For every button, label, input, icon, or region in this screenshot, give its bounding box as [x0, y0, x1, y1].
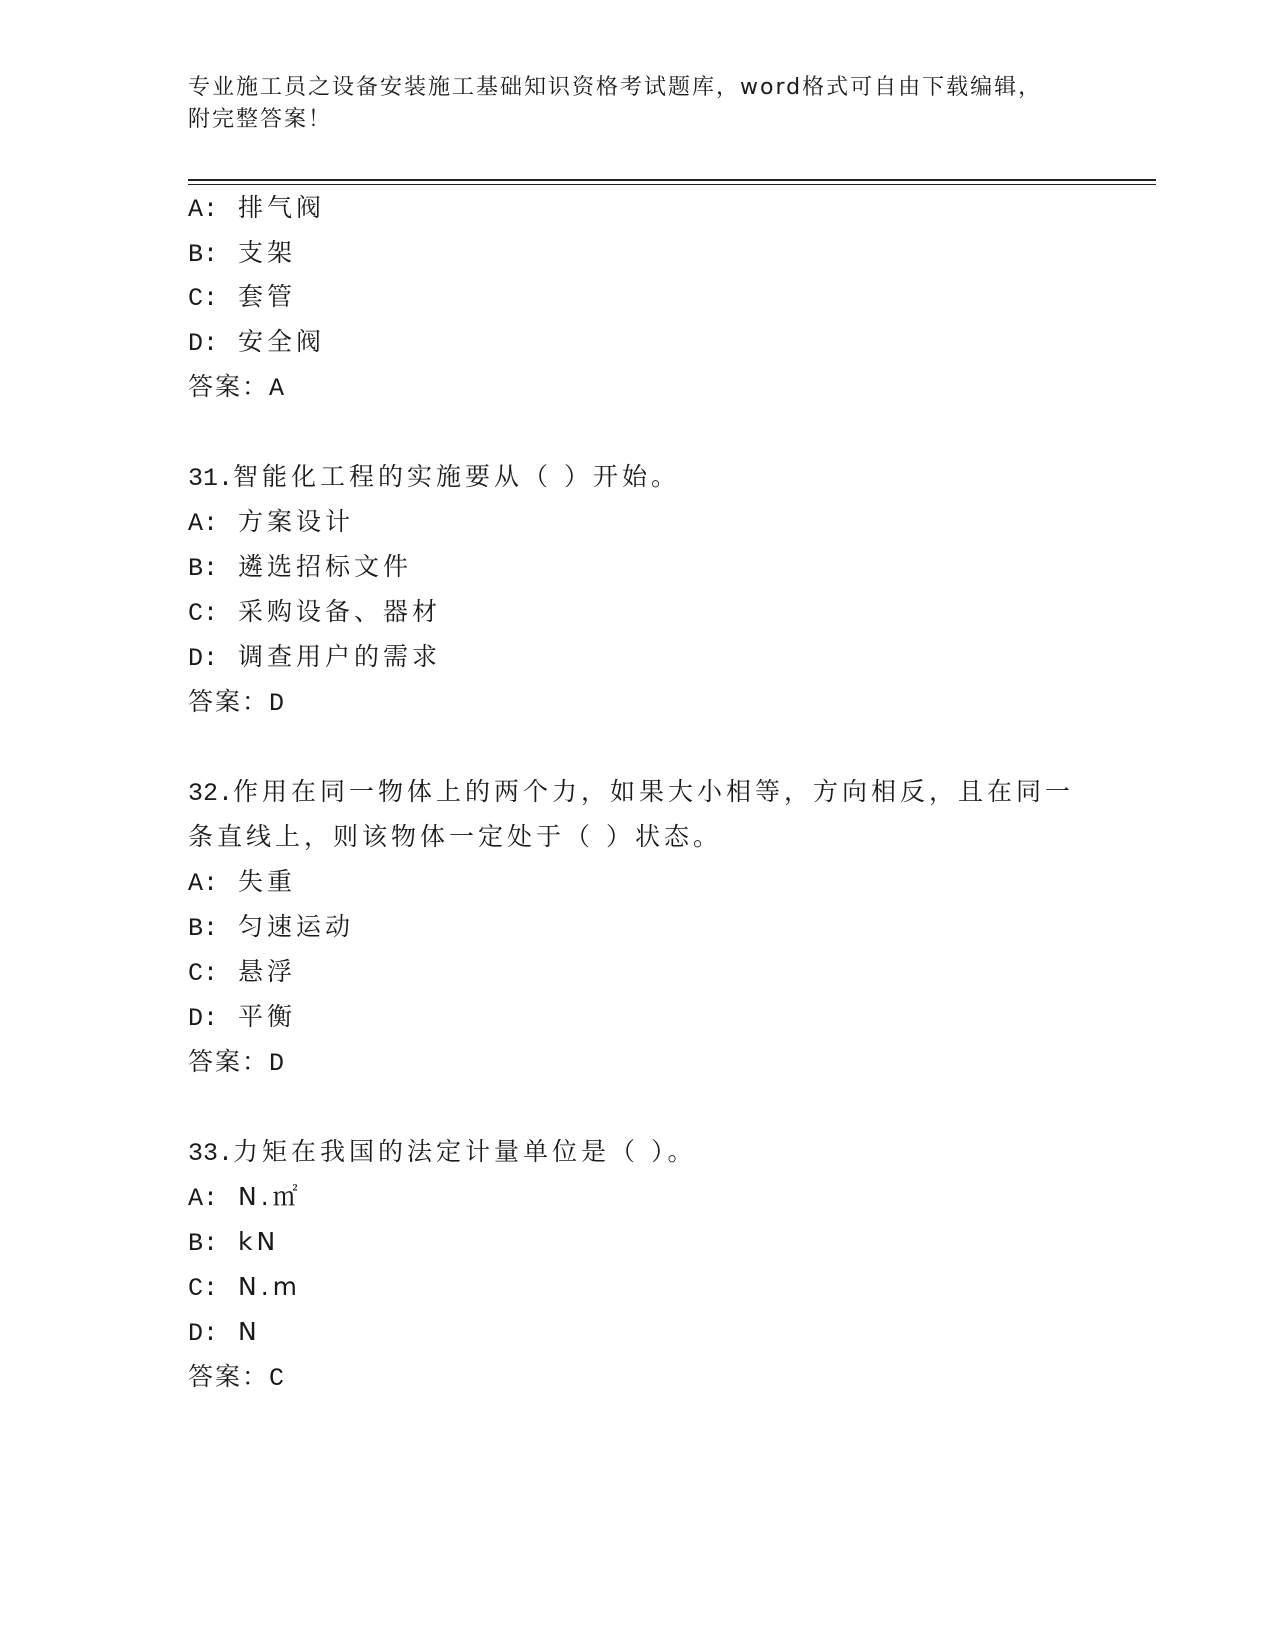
option-letter: C:: [188, 599, 219, 628]
option-letter: A:: [188, 195, 219, 224]
option-text: 平衡: [238, 1002, 297, 1031]
header-line-2: 附完整答案！: [188, 107, 333, 132]
option-text: 悬浮: [238, 957, 297, 986]
option-a: [188, 1180, 302, 1216]
option-d: [188, 640, 441, 676]
option-letter: A:: [188, 869, 219, 898]
option-b: [188, 236, 296, 272]
option-letter: B:: [188, 1229, 219, 1258]
option-text: 套管: [238, 282, 297, 311]
option-text: 采购设备、器材: [238, 597, 442, 626]
question-33: [188, 1135, 696, 1171]
option-text: N: [238, 1317, 261, 1346]
header-rule-thin: [188, 184, 1156, 185]
answer-line: [188, 685, 286, 721]
option-text: 失重: [238, 867, 297, 896]
option-letter: B:: [188, 914, 219, 943]
option-c: [188, 1270, 301, 1306]
question-31: [188, 460, 680, 496]
option-text: 安全阀: [238, 327, 326, 356]
option-a: [188, 191, 325, 227]
option-d: [188, 1000, 296, 1036]
option-text: 方案设计: [238, 507, 355, 536]
option-letter: D:: [188, 329, 219, 358]
answer-line: [188, 370, 286, 406]
answer-label: 答案：: [188, 372, 270, 401]
option-text: 支架: [238, 238, 297, 267]
option-letter: D:: [188, 644, 219, 673]
option-letter: B:: [188, 554, 219, 583]
answer-value: A: [269, 374, 287, 403]
option-c: [188, 595, 441, 631]
option-d: [188, 1315, 261, 1351]
header-rule-thick: [188, 179, 1156, 181]
question-32-line-1: [188, 775, 1074, 811]
question-text-continued: 条直线上，则该物体一定处于（ ）状态。: [188, 822, 722, 851]
answer-value: D: [269, 1049, 287, 1078]
option-text: N.m: [238, 1272, 302, 1301]
option-a: [188, 505, 354, 541]
option-d: [188, 325, 325, 361]
answer-line: [188, 1360, 286, 1396]
option-a: [188, 865, 296, 901]
option-letter: D:: [188, 1004, 219, 1033]
option-text: 遴选招标文件: [238, 552, 413, 581]
question-text: 力矩在我国的法定计量单位是（ ）。: [233, 1137, 697, 1166]
answer-label: 答案：: [188, 1047, 270, 1076]
option-text: N.㎡: [238, 1182, 302, 1211]
option-text: 调查用户的需求: [238, 642, 442, 671]
option-b: [188, 910, 354, 946]
option-b: [188, 550, 412, 586]
option-text: 排气阀: [238, 193, 326, 222]
option-letter: A:: [188, 509, 219, 538]
answer-label: 答案：: [188, 1362, 270, 1391]
option-text: kN: [238, 1227, 280, 1256]
question-number: 31.: [188, 464, 234, 493]
question-32-line-2: [188, 820, 722, 854]
document-header: [188, 72, 1068, 136]
option-letter: A:: [188, 1184, 219, 1213]
option-letter: B:: [188, 240, 219, 269]
answer-value: C: [269, 1364, 287, 1393]
header-line-1: 专业施工员之设备安装施工基础知识资格考试题库，word格式可自由下载编辑，: [188, 75, 1043, 100]
question-text: 作用在同一物体上的两个力，如果大小相等，方向相反，且在同一: [233, 777, 1075, 806]
option-letter: C:: [188, 284, 219, 313]
answer-label: 答案：: [188, 687, 270, 716]
option-c: [188, 280, 296, 316]
option-letter: D:: [188, 1319, 219, 1348]
option-b: [188, 1225, 279, 1261]
question-number: 33.: [188, 1139, 234, 1168]
option-c: [188, 955, 296, 991]
option-letter: C:: [188, 959, 219, 988]
answer-value: D: [269, 689, 287, 718]
question-text: 智能化工程的实施要从（ ）开始。: [233, 462, 680, 491]
option-text: 匀速运动: [238, 912, 355, 941]
answer-line: [188, 1045, 286, 1081]
option-letter: C:: [188, 1274, 219, 1303]
question-number: 32.: [188, 779, 234, 808]
